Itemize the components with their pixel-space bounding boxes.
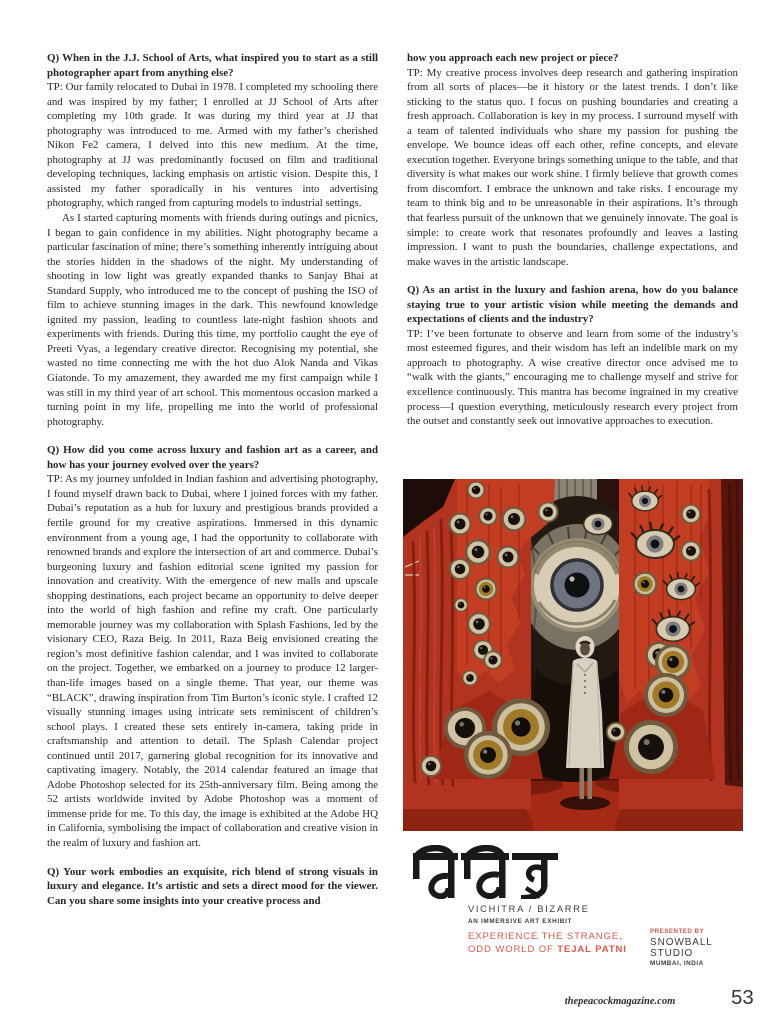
answer-paragraph: TP: Our family relocated to Dubai in 1978. I completed my schooling there and was inspired by my father; I enrolled at JJ School of Arts after completing my 10th grade. It was during my third year at JJ that photography was introduced to me. Armed with my father’s cherished Nikon Fe2 camera, I delved into this new medium. At the time, photography at JJ was predominantly focused on film and traditional developing techniques, lacking emphasis on artistic vision. Despite this, I assisted my father sporadically in his ventures into advertising photography, which ranged from capturing models to industrial settings. bbox=[47, 81, 378, 210]
exhibit-title: VICHITRA / BIZARRE bbox=[468, 904, 590, 914]
answer-paragraph: TP: My creative process involves deep research and gathering inspiration from all sorts of places—be it history or the latest trends. I don’t like sticking to the status quo. I focus on pushing boundaries and creating a fresh approach. Collaboration is key in my process. I surround myself with a team of talented individuals who share my passion for pushing the envelope. We bounce ideas off each other, refine concepts, and elevate execution together. Everyone brings something unique to the table, and that diversity is what makes our work shine. I firmly believe that growth comes from discomfort. I embrace the unknown and take risks. I encourage my team to think big and to be unreasonable in their aspirations. It’s through that fearless pursuit of the unknown that we genuinely innovate. The goal is simple: to create work that resonates profoundly and leaves a lasting impression. I want to push the boundaries, challenge expectations, and make waves in the artistic landscape. bbox=[407, 66, 738, 268]
article-column-left bbox=[47, 51, 378, 908]
question-paragraph: Q) When in the J.J. School of Arts, what inspired you to start as a still photographer apart from anything else? bbox=[47, 52, 378, 79]
answer-paragraph: TP: As my journey unfolded in Indian fashion and advertising photography, I found myself drawn back to Dubai, where I joined forces with my father. Dubai’s reputation as a hub for luxury and prestigious brands provided a fertile ground for my creative aspirations. Immersed in this dynamic environment from a young age, I had the opportunity to collaborate with renowned brands and explore the intersection of art and commerce. Dubai’s burgeoning luxury and fashion editorial scene ignited my passion for innovation and creativity. With the emergence of new malls and upscale shopping destinations, each project became an opportunity to delve deeper into the world of high fashion and refine my craft. One particularly memorable journey was my collaboration with Splash Fashions, led by the visionary CEO, Raza Beig. In 2011, Raza Beig envisioned creating the region’s most definitive fashion calendar, and I was invited to collaborate on the project. Together, we embarked on a journey to produce 12 larger-than-life images based on a single theme. That year, our theme was “BLACK”, drawing inspiration from Tim Burton’s iconic style. I crafted 12 visually stunning images using intricate sets reminiscent of children’s school plays. I created these sets entirely in-camera, taking pride in craftsmanship and attention to detail. The Splash Calendar project continued until 2017, garnering global recognition for its innovative and captivating imagery. Notably, the 2014 calendar featured an image that Adobe Photoshop selected for its 25th-anniversary film. Being among the 52 artists worldwide invited by Adobe Photoshop was a moment of immense pride for me. To this day, the image is exhibited at the Adobe HQ in California, symbolising the impact of collaboration and creative vision in the realm of luxury and fashion art. bbox=[47, 473, 378, 849]
tagline-line2: ODD WORLD OF bbox=[468, 943, 558, 955]
exhibit-subtitle: AN IMMERSIVE ART EXHIBIT bbox=[468, 917, 573, 925]
page-number: 53 bbox=[731, 986, 754, 1009]
vichitra-devanagari-logo bbox=[413, 845, 561, 899]
exhibit-branding bbox=[403, 845, 753, 967]
exhibit-artwork-image bbox=[403, 479, 743, 831]
magazine-website: thepeacockmagazine.com bbox=[564, 996, 676, 1007]
studio-name: SNOWBALL STUDIO bbox=[650, 936, 713, 959]
studio-location: MUMBAI, INDIA bbox=[650, 960, 704, 967]
presented-by-label: PRESENTED BY bbox=[650, 928, 705, 935]
article-column-right bbox=[407, 51, 738, 429]
tagline-line1: EXPERIENCE THE STRANGE, bbox=[468, 931, 623, 942]
question-paragraph: how you approach each new project or piece? bbox=[407, 52, 619, 64]
presenter-block bbox=[650, 928, 753, 967]
question-paragraph: Q) As an artist in the luxury and fashion arena, how do you balance staying true to your artistic vision while meeting the demands and expectations of clients and the industry? bbox=[407, 284, 738, 326]
answer-paragraph: TP: I’ve been fortunate to observe and learn from some of the industry’s most esteemed figures, and their wisdom has left an indelible mark on my approach to photography. A wise creative director once advised me to “walk with the giants,” encouraging me to challenge myself and strive for excellence continuously. This mantra has become ingrained in my creative process—I question everything, meticulously research every project from the outset and constantly seek out innovative approaches to execution. bbox=[407, 327, 738, 428]
question-paragraph: Q) Your work embodies an exquisite, rich blend of strong visuals in luxury and elegance. It’s artistic and sets a direct mood for the viewer. Can you share some insights into your creative process and bbox=[47, 865, 378, 907]
artwork-canvas bbox=[403, 479, 743, 831]
artist-name: TEJAL PATNI bbox=[557, 943, 627, 955]
question-paragraph: Q) How did you come across luxury and fashion art as a career, and how has your journey evolved over the years? bbox=[47, 444, 378, 471]
exhibit-tagline bbox=[468, 931, 627, 956]
devanagari-logo-glyphs bbox=[413, 845, 561, 899]
answer-paragraph: As I started capturing moments with friends during outings and picnics, I began to gain confidence in my abilities. Night photography became a particular fascination of mine; there’s something inherently intriguing about the stories hidden in the shadows of the night. My understanding of shooting in low light was greatly expanded thanks to Sanjay Bhai at Standard Supply, who introduced me to the concept of pushing the ISO of film to achieve stunning images in the dark. This newfound knowledge ignited my passion, leading to countless late-night fashion shoots and experiments with friends. During this time, my portfolio caught the eye of Preeti Vyas, a legendary creative director. Recognising my potential, she wasted no time connecting me with the hot duo Alok Nanda and Vikas Giatonde. To my amazement, they awarded me my first campaign while I was still in my third year of art school. This momentous occasion marked a turning point in my life, propelling me into the world of professional photography. bbox=[47, 212, 378, 428]
